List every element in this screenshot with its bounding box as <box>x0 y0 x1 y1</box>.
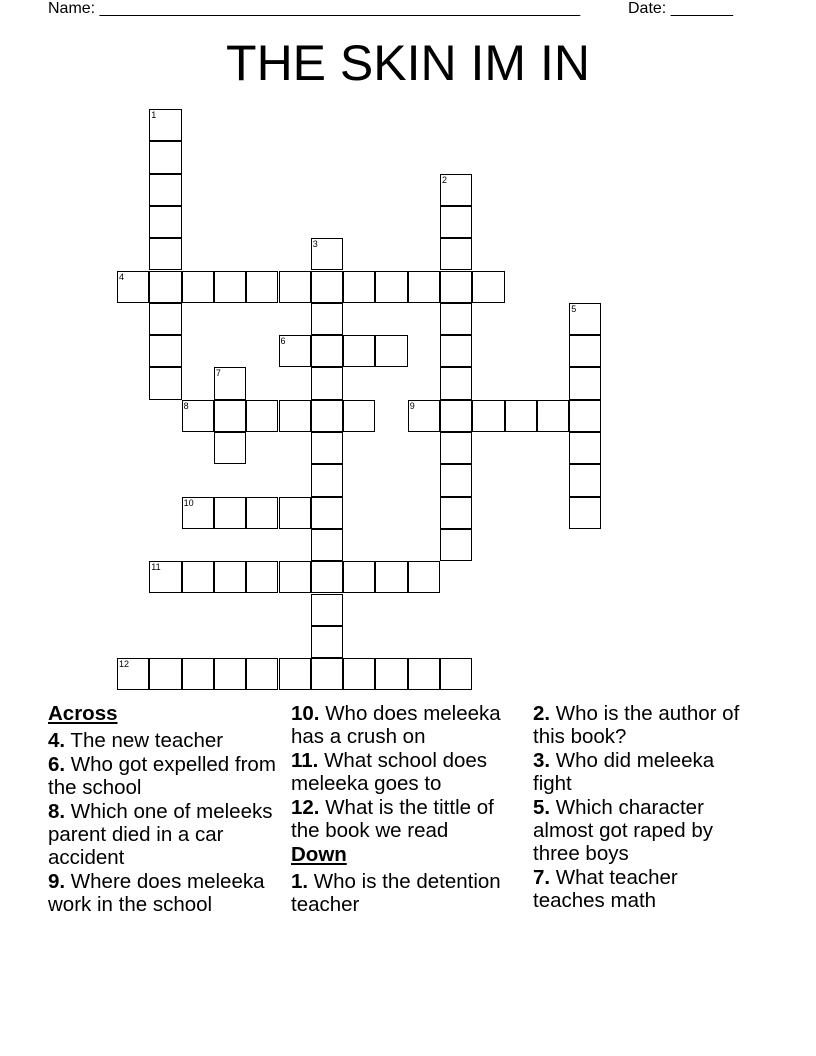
crossword-cell[interactable] <box>569 497 601 529</box>
crossword-cell[interactable] <box>440 658 472 690</box>
clue-item-number: 5. <box>533 796 551 819</box>
crossword-cell[interactable] <box>311 594 343 626</box>
crossword-cell[interactable] <box>375 658 407 690</box>
clue-item-text: What school does meleeka goes to <box>291 749 488 795</box>
crossword-cell[interactable] <box>246 658 278 690</box>
clue-item-number: 9. <box>48 870 66 893</box>
crossword-cell[interactable] <box>569 400 601 432</box>
crossword-cell[interactable] <box>440 367 472 399</box>
crossword-cell[interactable] <box>408 271 440 303</box>
down-heading: Down <box>291 843 347 866</box>
crossword-cell[interactable] <box>149 238 181 270</box>
crossword-cell[interactable] <box>440 432 472 464</box>
clue-number: 6 <box>280 336 286 347</box>
crossword-cell[interactable] <box>311 432 343 464</box>
crossword-cell[interactable] <box>505 400 537 432</box>
crossword-cell[interactable] <box>214 658 246 690</box>
crossword-cell[interactable] <box>440 303 472 335</box>
clue-item <box>48 729 288 752</box>
crossword-cell[interactable] <box>569 303 601 335</box>
clue-number: 10 <box>183 497 194 508</box>
crossword-cell[interactable] <box>117 271 149 303</box>
clue-number: 3 <box>312 239 318 250</box>
crossword-cell[interactable] <box>214 400 246 432</box>
crossword-cell[interactable] <box>182 658 214 690</box>
crossword-cell[interactable] <box>279 335 311 367</box>
clue-item-number: 4. <box>48 729 66 752</box>
crossword-cell[interactable] <box>149 109 181 141</box>
clue-item <box>291 870 523 916</box>
crossword-cell[interactable] <box>440 529 472 561</box>
crossword-cell[interactable] <box>149 206 181 238</box>
crossword-cell[interactable] <box>408 658 440 690</box>
crossword-cell[interactable] <box>569 367 601 399</box>
crossword-cell[interactable] <box>311 400 343 432</box>
across-clue-list <box>48 729 288 916</box>
crossword-cell[interactable] <box>311 529 343 561</box>
clue-item-text: What teacher teaches math <box>533 866 678 912</box>
clue-item <box>48 753 288 799</box>
clues-column-2 <box>291 702 523 917</box>
clue-item <box>291 796 523 842</box>
crossword-cell[interactable] <box>408 561 440 593</box>
crossword-cell[interactable] <box>311 303 343 335</box>
clue-item-text: Who does meleeka has a crush on <box>291 702 501 748</box>
crossword-cell[interactable] <box>246 271 278 303</box>
clue-item-text: Where does meleeka work in the school <box>48 870 265 916</box>
clue-item-text: Who is the author of this book? <box>533 702 740 748</box>
clue-item <box>48 870 288 916</box>
clue-item-number: 3. <box>533 749 551 772</box>
clue-number: 5 <box>571 303 577 314</box>
crossword-cell[interactable] <box>311 335 343 367</box>
crossword-cell[interactable] <box>569 464 601 496</box>
crossword-cell[interactable] <box>182 271 214 303</box>
clue-number: 11 <box>151 562 161 573</box>
clue-item-number: 1. <box>291 870 309 893</box>
down-clue-list <box>291 870 523 916</box>
crossword-cell[interactable] <box>149 335 181 367</box>
clue-item-number: 11. <box>291 749 319 772</box>
crossword-cell[interactable] <box>375 561 407 593</box>
crossword-cell[interactable] <box>246 561 278 593</box>
clue-number: 1 <box>151 110 157 120</box>
crossword-cell[interactable] <box>182 561 214 593</box>
crossword-cell[interactable] <box>472 271 504 303</box>
clue-number: 7 <box>215 368 221 379</box>
clues-column-3 <box>533 702 748 913</box>
crossword-cell[interactable] <box>149 141 181 173</box>
crossword-cell[interactable] <box>440 271 472 303</box>
crossword-cell[interactable] <box>311 561 343 593</box>
clue-item <box>533 749 748 795</box>
crossword-cell[interactable] <box>440 238 472 270</box>
crossword-cell[interactable] <box>149 561 181 593</box>
crossword-cell[interactable] <box>311 367 343 399</box>
crossword-cell[interactable] <box>279 561 311 593</box>
crossword-cell[interactable] <box>182 497 214 529</box>
page-title: THE SKIN IM IN <box>226 35 590 91</box>
crossword-cell[interactable] <box>311 658 343 690</box>
crossword-cell[interactable] <box>214 561 246 593</box>
down-clue-list-continued <box>533 702 748 912</box>
crossword-cell[interactable] <box>214 271 246 303</box>
clue-item <box>48 800 288 869</box>
crossword-cell[interactable] <box>440 174 472 206</box>
clue-item-text: Who is the detention teacher <box>291 870 501 916</box>
crossword-cell[interactable] <box>311 238 343 270</box>
clue-number: 12 <box>119 659 130 670</box>
clues-column-1 <box>48 702 288 917</box>
clue-item <box>533 702 748 748</box>
crossword-cell[interactable] <box>279 658 311 690</box>
clue-item-text: Which character almost got raped by three boys <box>533 796 714 865</box>
crossword-cell[interactable] <box>149 367 181 399</box>
clue-item-text: What is the tittle of the book we read <box>291 796 494 842</box>
crossword-cell[interactable] <box>311 464 343 496</box>
crossword-cell[interactable] <box>149 303 181 335</box>
across-clue-list-continued <box>291 702 523 842</box>
crossword-cell[interactable] <box>375 335 407 367</box>
crossword-cell[interactable] <box>279 400 311 432</box>
crossword-cell[interactable] <box>440 497 472 529</box>
clue-item-number: 2. <box>533 702 551 725</box>
clue-item-text: The new teacher <box>65 729 224 752</box>
clue-item-number: 6. <box>48 753 66 776</box>
crossword-cell[interactable] <box>214 497 246 529</box>
crossword-cell[interactable] <box>246 497 278 529</box>
crossword-cell[interactable] <box>343 335 375 367</box>
clue-item-text: Who got expelled from the school <box>48 753 276 799</box>
crossword-cell[interactable] <box>440 464 472 496</box>
crossword-cell[interactable] <box>343 400 375 432</box>
clue-item-number: 8. <box>48 800 66 823</box>
clue-number: 4 <box>119 271 125 282</box>
crossword-cell[interactable] <box>408 400 440 432</box>
crossword-cell[interactable] <box>569 335 601 367</box>
crossword-cell[interactable] <box>149 658 181 690</box>
crossword-cell[interactable] <box>343 561 375 593</box>
crossword-cell[interactable] <box>149 174 181 206</box>
crossword-cell[interactable] <box>214 367 246 399</box>
clue-item-number: 7. <box>533 866 551 889</box>
crossword-cell[interactable] <box>375 271 407 303</box>
clue-item-text: Which one of meleeks parent died in a car accident <box>48 800 273 869</box>
crossword-cell[interactable] <box>182 400 214 432</box>
crossword-cell[interactable] <box>279 271 311 303</box>
crossword-cell[interactable] <box>343 658 375 690</box>
clue-item <box>533 796 748 865</box>
crossword-cell[interactable] <box>149 271 181 303</box>
crossword-cell[interactable] <box>472 400 504 432</box>
crossword-cell[interactable] <box>311 271 343 303</box>
date-field[interactable]: Date: _______ <box>628 0 733 17</box>
across-heading: Across <box>48 702 118 725</box>
crossword-cell[interactable] <box>569 432 601 464</box>
clue-number: 9 <box>409 400 415 411</box>
clue-number: 8 <box>183 400 189 411</box>
clue-item <box>291 749 523 795</box>
crossword-cell[interactable] <box>537 400 569 432</box>
crossword-cell[interactable] <box>311 497 343 529</box>
crossword-cell[interactable] <box>311 626 343 658</box>
crossword-cell[interactable] <box>279 497 311 529</box>
clue-item-text: Who did meleeka fight <box>533 749 715 795</box>
crossword-cell[interactable] <box>440 335 472 367</box>
crossword-cell[interactable] <box>214 432 246 464</box>
clue-item-number: 10. <box>291 702 320 725</box>
clue-item <box>533 866 748 912</box>
crossword-cell[interactable] <box>343 271 375 303</box>
crossword-cell[interactable] <box>117 658 149 690</box>
clue-item-number: 12. <box>291 796 320 819</box>
crossword-cell[interactable] <box>246 400 278 432</box>
clue-number: 2 <box>442 174 448 185</box>
name-field[interactable]: Name: ______________________________________________________ <box>48 0 581 17</box>
clue-item <box>291 702 523 748</box>
crossword-cell[interactable] <box>440 206 472 238</box>
crossword-cell[interactable] <box>440 400 472 432</box>
